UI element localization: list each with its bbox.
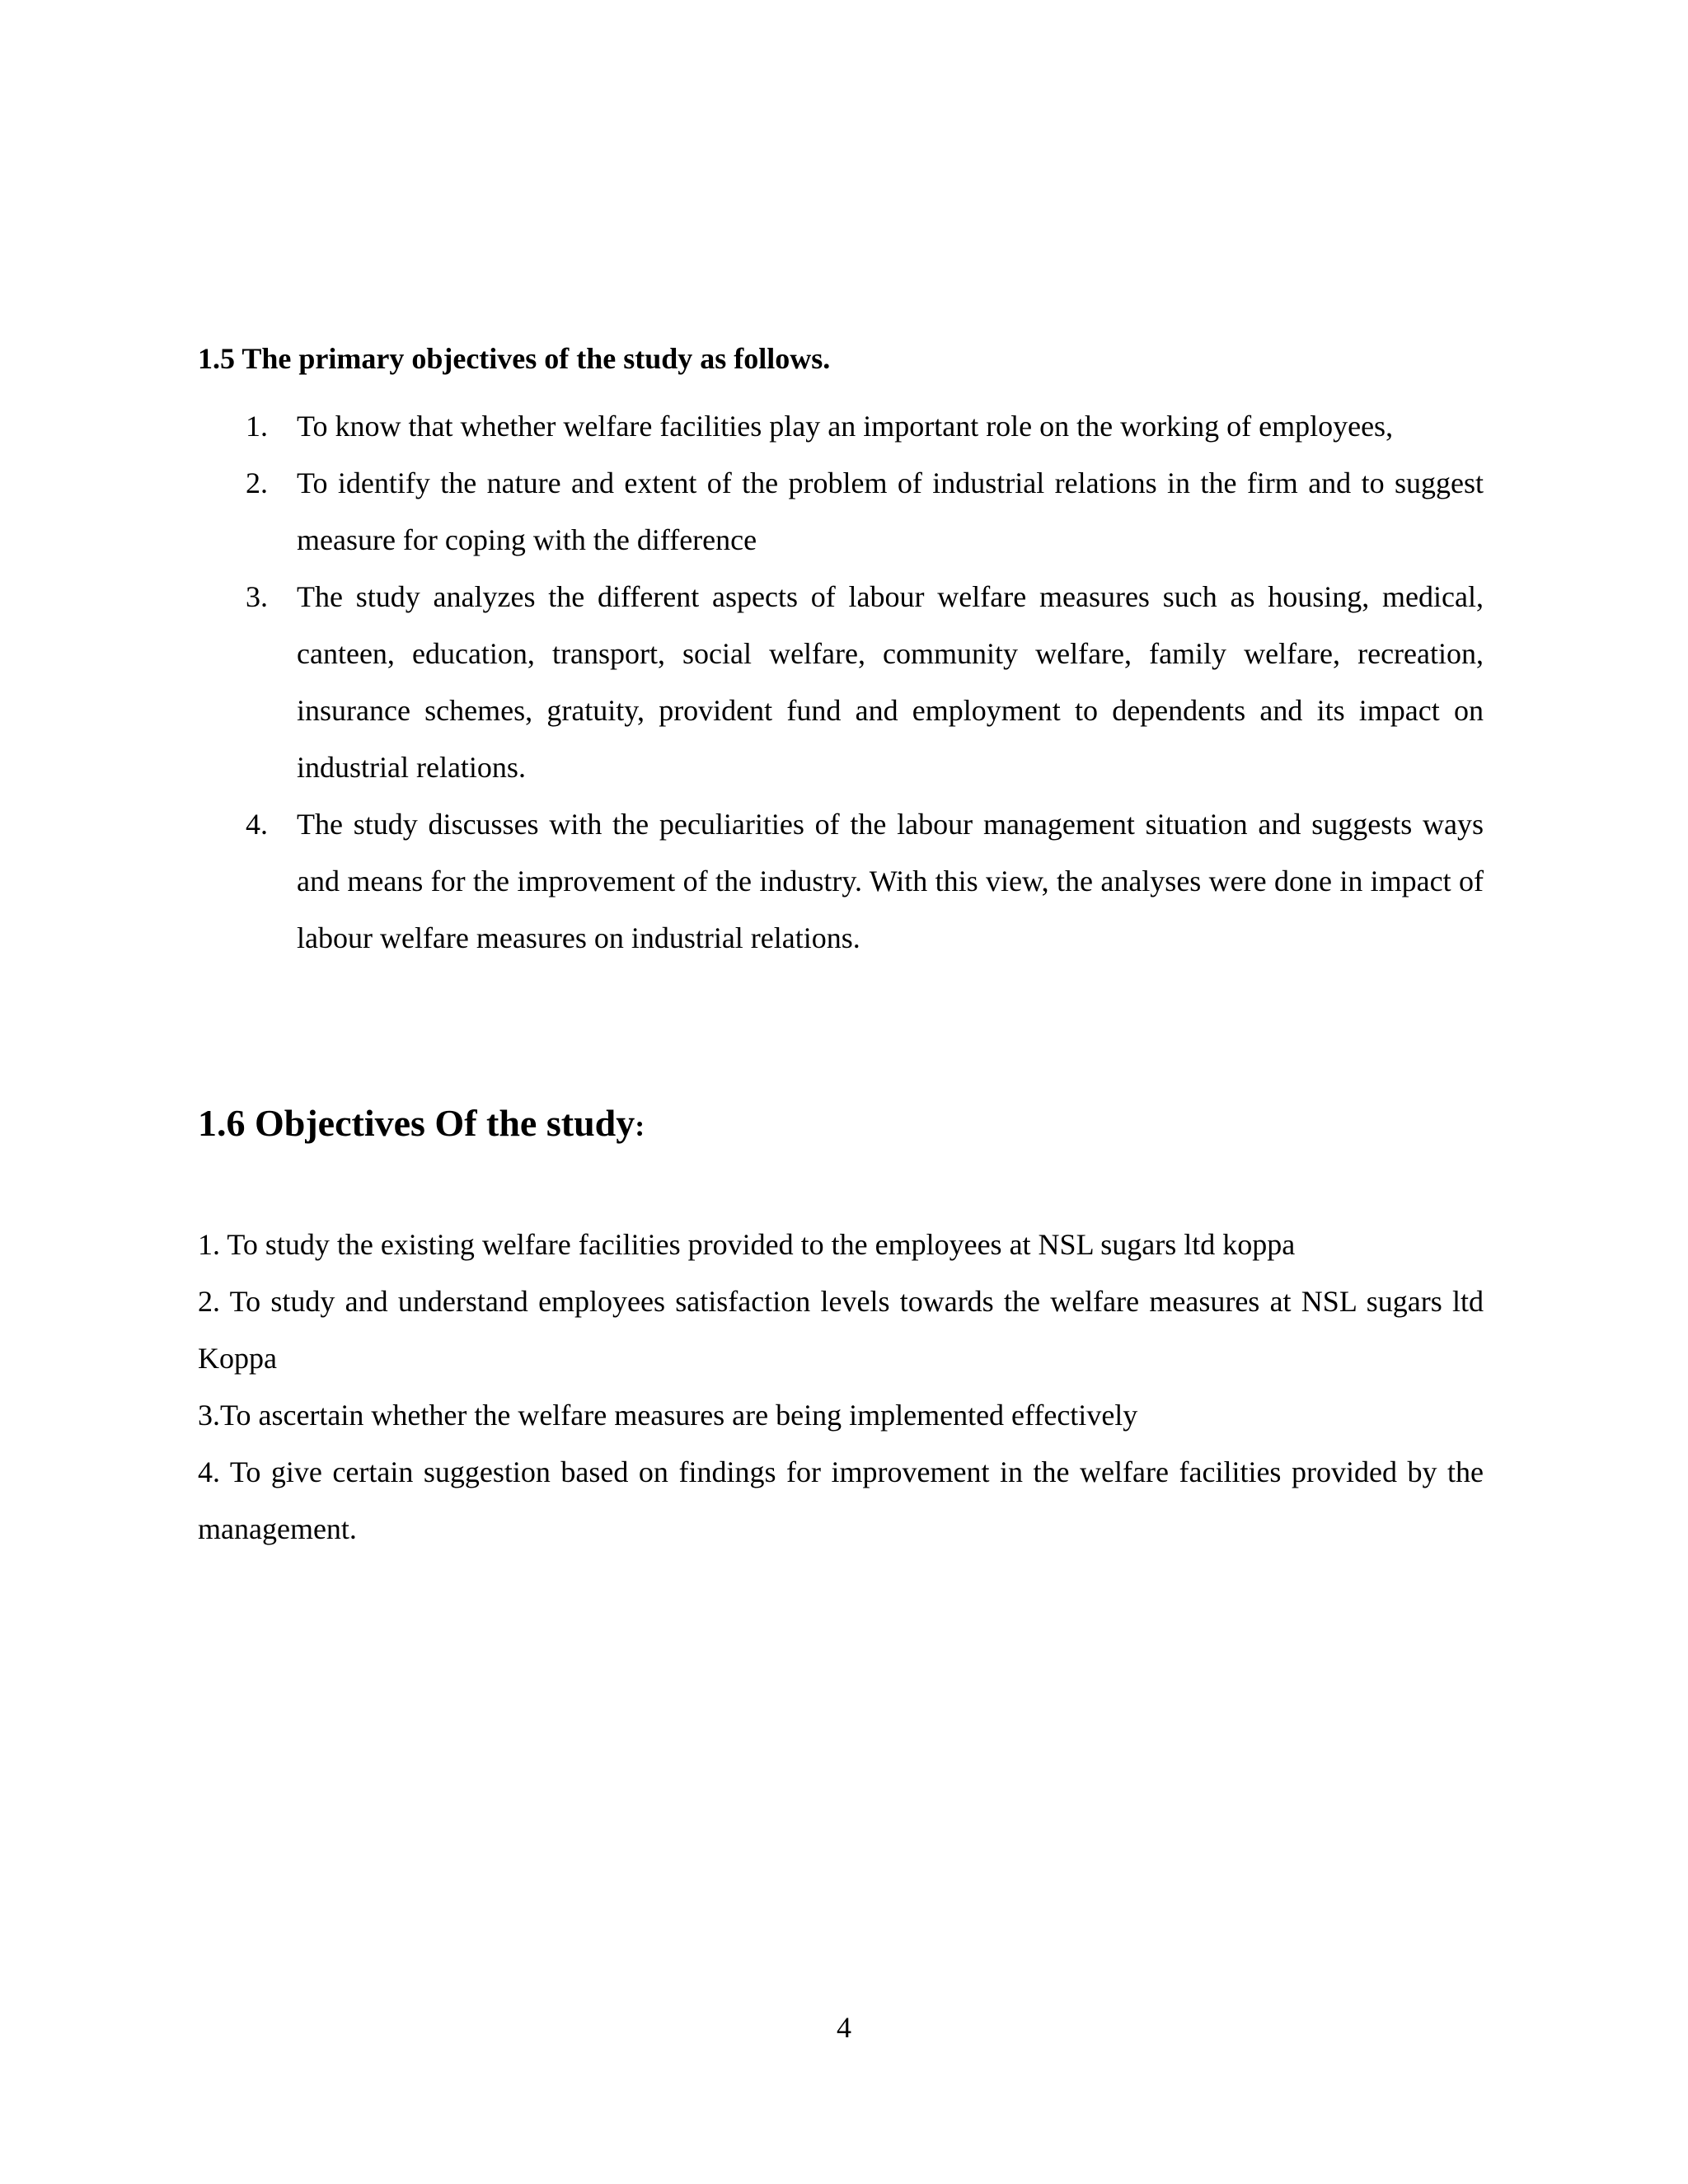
- primary-objectives-list: [198, 398, 1484, 967]
- list-item-number: 4.: [246, 808, 268, 841]
- section-1-6-heading-text: 1.6 Objectives Of the study: [198, 1102, 635, 1144]
- list-item: [198, 455, 1484, 569]
- section-1-6-heading: [198, 1094, 1484, 1155]
- list-item-number: 1.: [246, 410, 268, 443]
- page-content: [198, 334, 1484, 1558]
- list-item-number: 2.: [246, 466, 268, 499]
- list-item-text: To identify the nature and extent of the problem of industrial relations in the firm and to suggest measure for coping with the difference: [297, 466, 1484, 556]
- list-item-text: The study analyzes the different aspects of labour welfare measures such as housing, medical, canteen, education, transport, social welfare, community welfare, family welfare, recreation, insurance schemes, gratuity, provident fund and employment to dependents and its impact on industrial relations.: [297, 580, 1484, 784]
- list-item: [198, 796, 1484, 967]
- section-1-6-heading-colon: :: [635, 1109, 645, 1142]
- list-item-text: To know that whether welfare facilities play an important role on the working of employees,: [297, 410, 1394, 443]
- objective-paragraph: 3.To ascertain whether the welfare measures are being implemented effectively: [198, 1399, 1138, 1432]
- objective-paragraph: 2. To study and understand employees satisfaction levels towards the welfare measures at NSL sugars ltd Koppa: [198, 1285, 1484, 1375]
- objective-paragraph: 1. To study the existing welfare facilities provided to the employees at NSL sugars ltd koppa: [198, 1228, 1296, 1261]
- section-1-5-heading: 1.5 The primary objectives of the study as follows.: [198, 342, 831, 375]
- list-item: [198, 569, 1484, 796]
- objective-paragraph: 4. To give certain suggestion based on findings for improvement in the welfare facilities provided by the management.: [198, 1455, 1484, 1545]
- page-number: 4: [837, 2011, 851, 2044]
- list-item: [198, 398, 1484, 455]
- list-item-number: 3.: [246, 580, 268, 613]
- list-item-text: The study discusses with the peculiarities of the labour management situation and suggests ways and means for the improvement of the industry. With this view, the analyses were done in impact of labour welfare measures on industrial relations.: [297, 808, 1484, 954]
